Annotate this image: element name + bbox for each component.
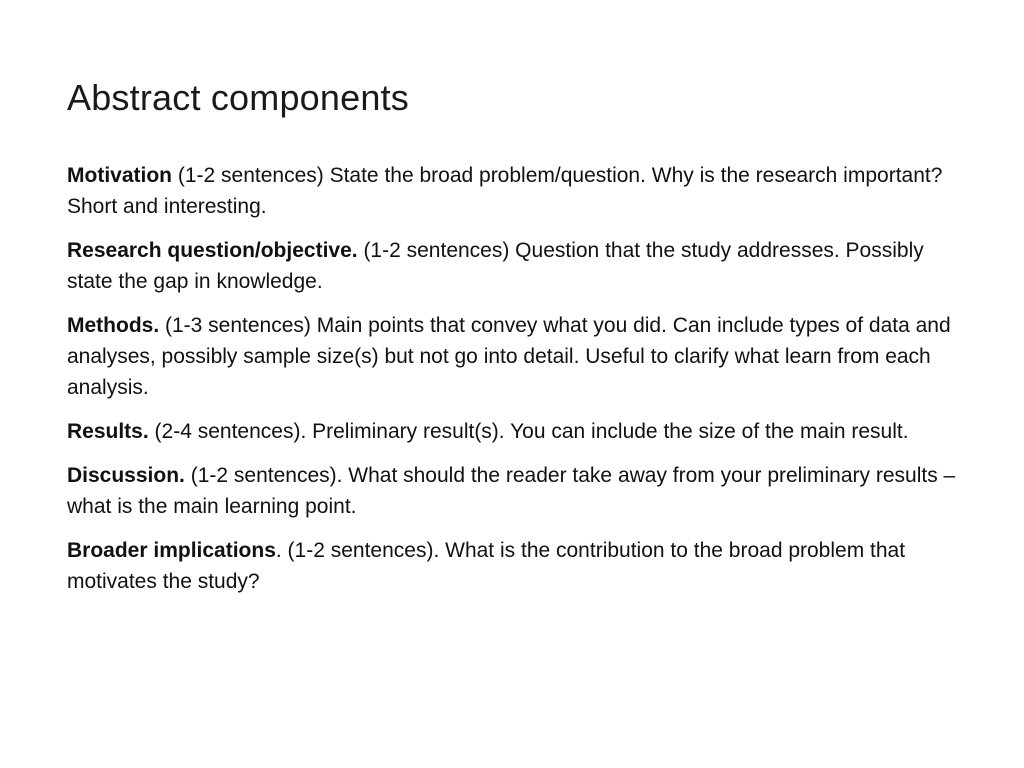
paragraph-text: (1-3 sentences) Main points that convey what you did. Can include types of data and analyses, possibly sample size(s) but not go into detail. Useful to clarify what learn from each analysis. (67, 314, 951, 399)
paragraph-motivation (67, 160, 967, 222)
paragraph-lead: Research question/objective. (67, 239, 358, 262)
paragraph-research-question (67, 235, 967, 297)
paragraph-broader-implications (67, 535, 967, 597)
paragraph-lead: Broader implications (67, 539, 276, 562)
paragraph-text: (1-2 sentences) State the broad problem/question. Why is the research important? Short and interesting. (67, 164, 943, 218)
paragraph-results (67, 416, 967, 447)
slide-body (67, 160, 967, 597)
paragraph-discussion (67, 460, 967, 522)
paragraph-text: (1-2 sentences). What should the reader take away from your preliminary results – what is the main learning point. (67, 464, 956, 518)
paragraph-lead: Discussion. (67, 464, 185, 487)
paragraph-text: (1-2 sentences) Question that the study addresses. Possibly state the gap in knowledge. (67, 239, 924, 293)
paragraph-text: . (1-2 sentences). What is the contribution to the broad problem that motivates the study? (67, 539, 906, 593)
paragraph-lead: Methods. (67, 314, 160, 337)
paragraph-lead: Motivation (67, 164, 172, 187)
paragraph-text: (2-4 sentences). Preliminary result(s). You can include the size of the main result. (148, 420, 909, 443)
paragraph-lead: Results. (67, 420, 149, 443)
slide-title: Abstract components (67, 77, 409, 118)
paragraph-methods (67, 310, 967, 403)
